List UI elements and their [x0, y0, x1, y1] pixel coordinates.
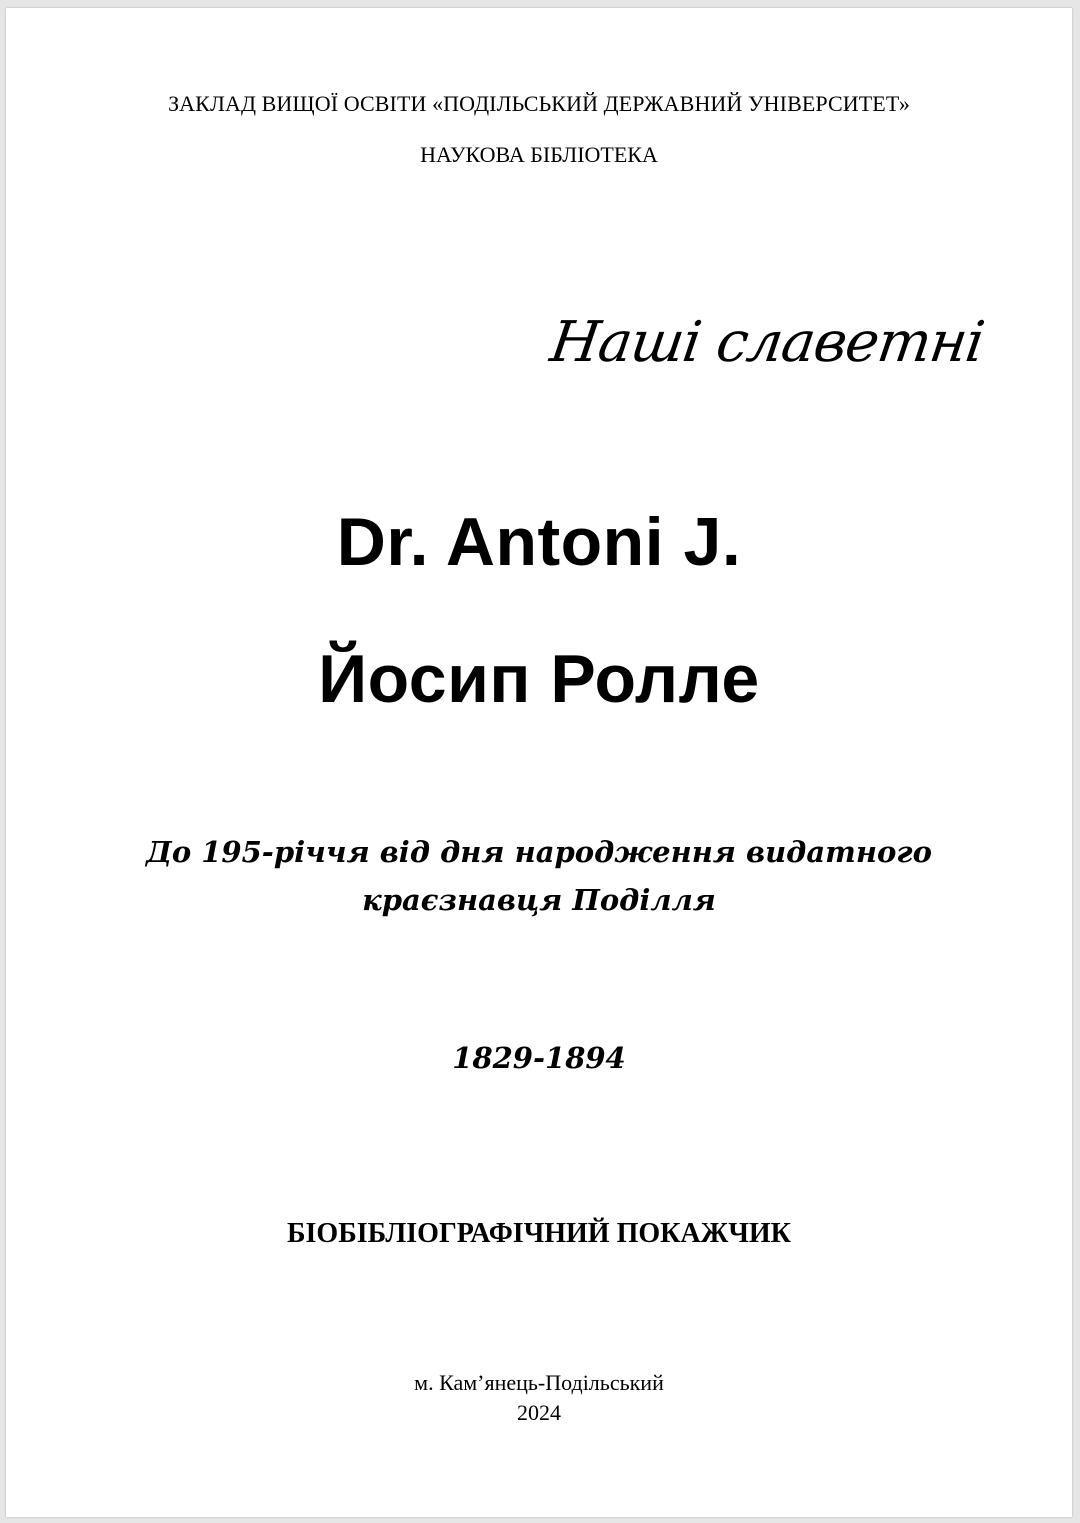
publication-year: 2024: [517, 1400, 561, 1425]
person-name-latin: Dr. Antoni J.: [336, 504, 742, 580]
title-page: [6, 8, 1072, 1517]
library-name: НАУКОВА БІБЛІОТЕКА: [420, 142, 658, 167]
publication-city: м. Кам’янець-Подільський: [414, 1370, 664, 1395]
institution-name: ЗАКЛАД ВИЩОЇ ОСВІТИ «ПОДІЛЬСЬКИЙ ДЕРЖАВНИЙ УНІВЕРСИТЕТ»: [168, 91, 910, 116]
life-years: 1829-1894: [452, 1041, 626, 1075]
handwritten-series-title: Наші славетні: [546, 310, 988, 375]
subtitle-line-1: До 195-річчя від дня народження видатного: [146, 835, 932, 869]
anniversary-subtitle: [6, 828, 1072, 924]
subtitle-line-2: краєзнавця Поділля: [362, 883, 716, 917]
person-name-cyrillic: Йосип Ролле: [318, 641, 760, 717]
publication-type: БІОБІБЛІОГРАФІЧНИЙ ПОКАЖЧИК: [287, 1218, 791, 1249]
